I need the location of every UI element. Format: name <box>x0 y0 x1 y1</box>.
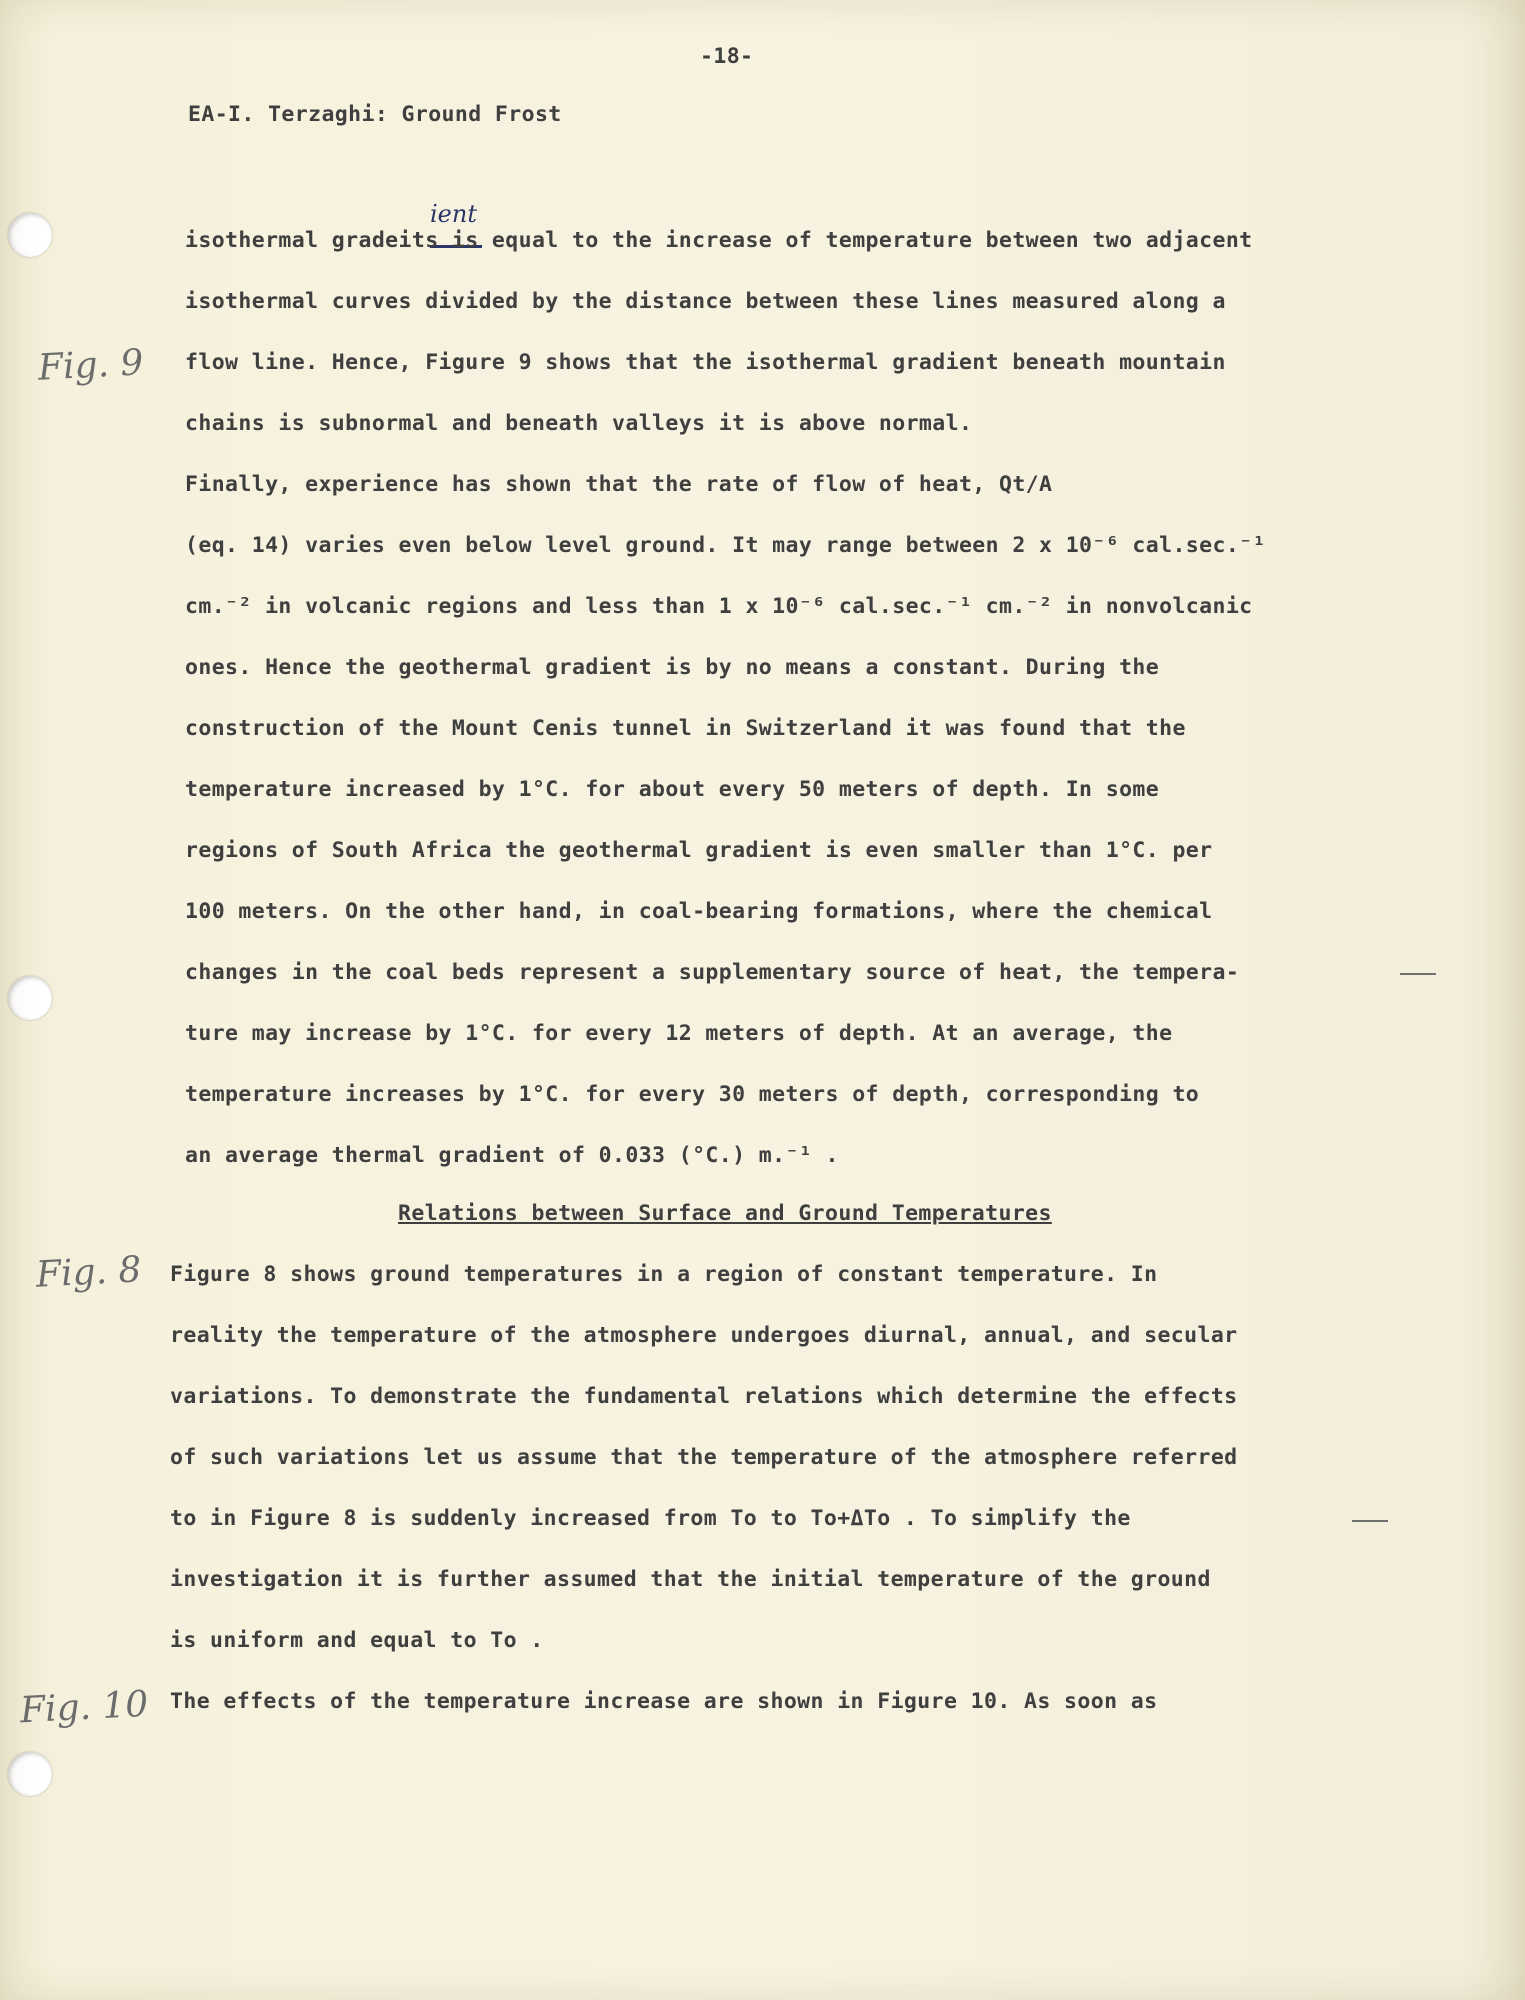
text-line: an average thermal gradient of 0.033 (°C.) m.⁻¹ . <box>185 1143 839 1168</box>
text-line: to in Figure 8 is suddenly increased from To to To+ΔTo . To simplify the <box>170 1506 1131 1531</box>
text-line: cm.⁻² in volcanic regions and less than 1 x 10⁻⁶ cal.sec.⁻¹ cm.⁻² in nonvolcanic <box>185 594 1253 619</box>
punch-hole <box>8 213 52 257</box>
text-line: construction of the Mount Cenis tunnel in Switzerland it was found that the <box>185 716 1186 741</box>
text-line: variations. To demonstrate the fundamental relations which determine the effects <box>170 1384 1238 1409</box>
handwritten-insertion: ient <box>430 200 477 228</box>
text-line: Figure 8 shows ground temperatures in a region of constant temperature. In <box>170 1262 1158 1287</box>
punch-hole <box>8 1752 52 1796</box>
text-line: ture may increase by 1°C. for every 12 meters of depth. At an average, the <box>185 1021 1173 1046</box>
text-line: flow line. Hence, Figure 9 shows that the isothermal gradient beneath mountain <box>185 350 1226 375</box>
text-line: ones. Hence the geothermal gradient is by no means a constant. During the <box>185 655 1160 680</box>
text-line: The effects of the temperature increase are shown in Figure 10. As soon as <box>170 1689 1158 1714</box>
margin-note: Fig. 10 <box>19 1683 150 1732</box>
text-line: is uniform and equal to To . <box>170 1628 544 1653</box>
margin-note: Fig. 8 <box>34 1249 143 1296</box>
text-line: regions of South Africa the geothermal gradient is even smaller than 1°C. per <box>185 838 1213 863</box>
text-line: changes in the coal beds represent a supplementary source of heat, the tempera- <box>185 960 1240 985</box>
text-line: temperature increases by 1°C. for every 30 meters of depth, corresponding to <box>185 1082 1200 1107</box>
margin-note: Fig. 9 <box>36 342 145 389</box>
text-line: chains is subnormal and beneath valleys it is above normal. <box>185 411 973 436</box>
page-number: -18- <box>700 44 754 69</box>
text-line: 100 meters. On the other hand, in coal-bearing formations, where the chemical <box>185 899 1213 924</box>
margin-dash <box>1400 973 1436 975</box>
text-line: isothermal gradeits is equal to the increase of temperature between two adjacent <box>185 228 1253 253</box>
text-line: temperature increased by 1°C. for about every 50 meters of depth. In some <box>185 777 1160 802</box>
text-line: (eq. 14) varies even below level ground. It may range between 2 x 10⁻⁶ cal.sec.⁻¹ <box>185 533 1266 558</box>
text-line: reality the temperature of the atmosphere undergoes diurnal, annual, and secular <box>170 1323 1238 1348</box>
text-line: isothermal curves divided by the distance between these lines measured along a <box>185 289 1226 314</box>
text-line: Finally, experience has shown that the rate of flow of heat, Qt/A <box>185 472 1053 497</box>
text-line: investigation it is further assumed that the initial temperature of the ground <box>170 1567 1211 1592</box>
punch-hole <box>8 976 52 1020</box>
margin-dash <box>1352 1520 1388 1522</box>
section-heading: Relations between Surface and Ground Temperatures <box>398 1201 1052 1226</box>
text-line: of such variations let us assume that the temperature of the atmosphere referred <box>170 1445 1238 1470</box>
running-header: EA-I. Terzaghi: Ground Frost <box>188 102 562 127</box>
